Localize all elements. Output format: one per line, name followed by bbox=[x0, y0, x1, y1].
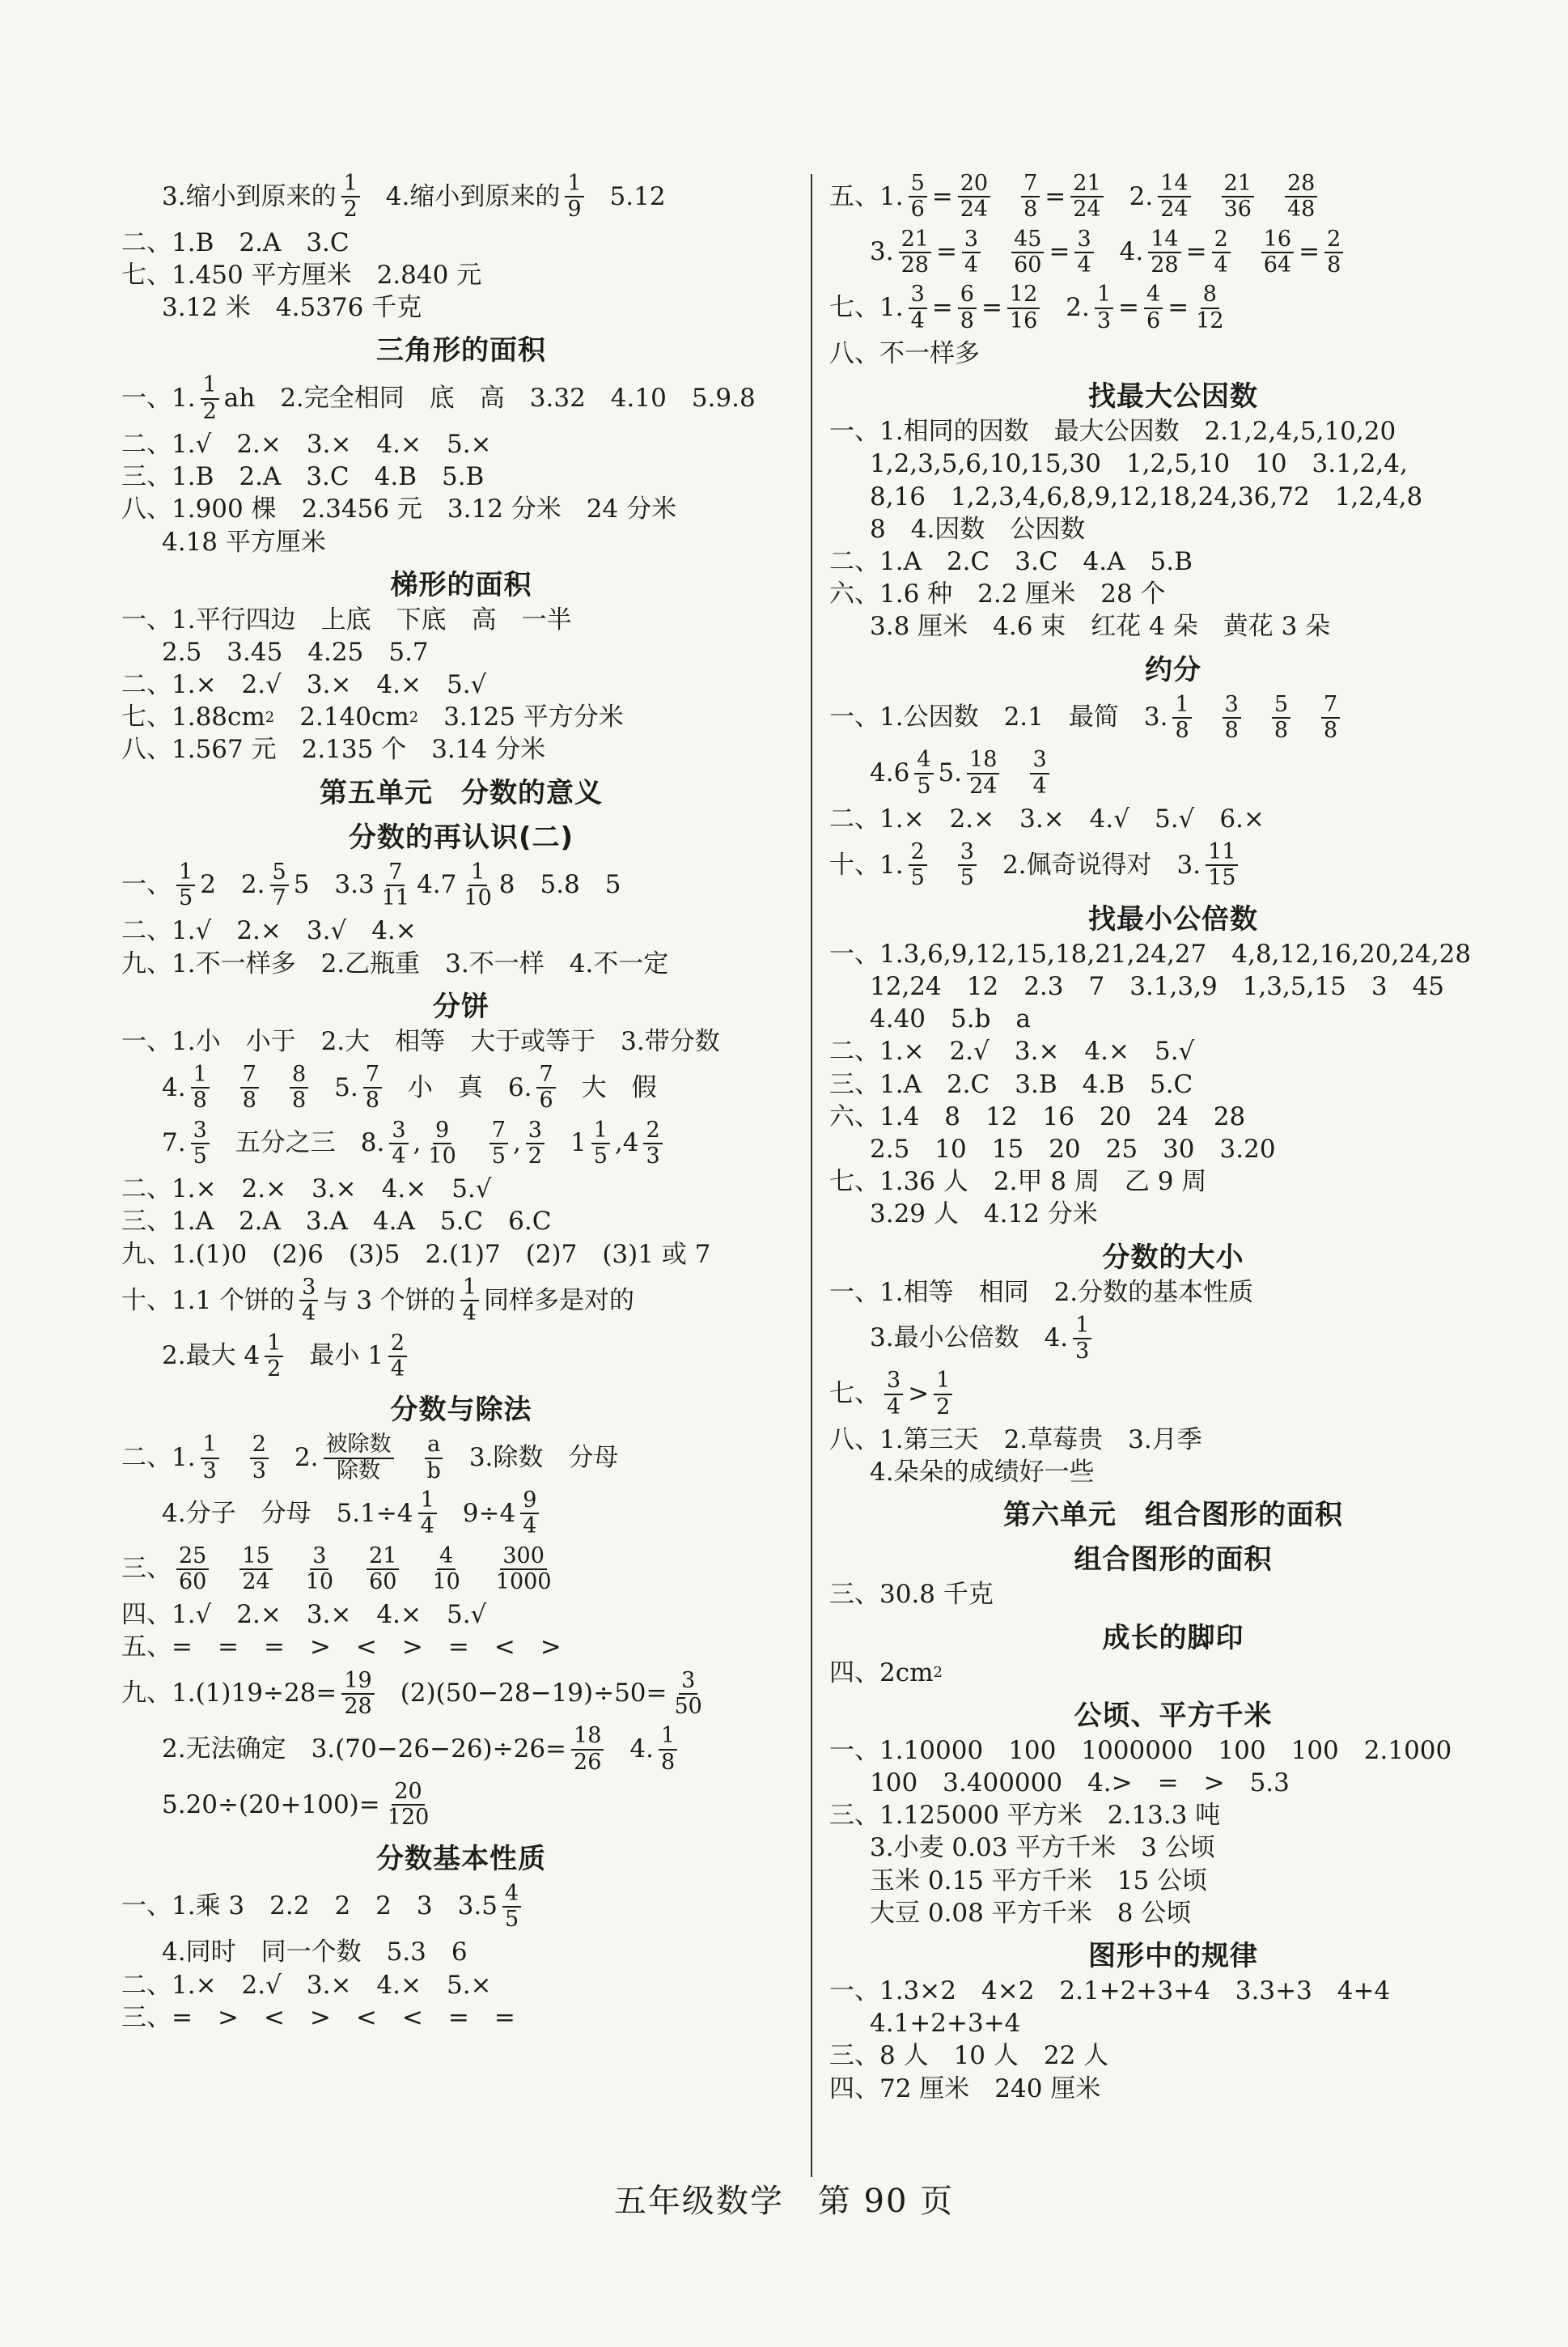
answer-line: 一、1.3,6,9,12,15,18,21,24,27 4,8,12,16,20,24,28 bbox=[829, 939, 1472, 969]
fraction: $\frac{21}{60}$ bbox=[367, 1545, 399, 1594]
fraction: $\frac{7}{8}$ bbox=[240, 1063, 259, 1113]
section-title: 约分 bbox=[1145, 653, 1201, 686]
answer-line: 一、1.3×2 4×2 2.1+2+3+4 3.3+3 4+4 bbox=[829, 1976, 1391, 2005]
answer-line: 一、1.平行四边 上底 下底 高 一半 bbox=[121, 605, 572, 634]
answer-line: 二、1.B 2.A 3.C bbox=[121, 227, 350, 257]
answer-line: 六、1.4 8 12 16 20 24 28 bbox=[829, 1101, 1246, 1131]
text: 4.缩小到原来的 bbox=[385, 181, 561, 211]
answer-line: 三、8 人 10 人 22 人 bbox=[829, 2041, 1109, 2071]
answer-line: 三、1.B 2.A 3.C 4.B 5.B bbox=[121, 462, 485, 492]
fraction: $\frac{2}{4}$ bbox=[388, 1332, 407, 1381]
answer-line: 2.5 10 15 20 25 30 3.20 bbox=[870, 1134, 1276, 1164]
column-divider bbox=[811, 174, 812, 2177]
fraction: $\frac{25}{60}$ bbox=[176, 1545, 209, 1594]
fraction: $\frac{7}{5}$ bbox=[489, 1119, 508, 1169]
fraction: $\frac{1}{4}$ bbox=[418, 1489, 437, 1538]
fraction: $\frac{1}{2}$ bbox=[201, 374, 219, 423]
answer-line: 二、1.× 2.× 3.× 4.× 5.√ bbox=[121, 1174, 492, 1204]
answer-line: 三、1.125000 平方米 2.13.3 吨 bbox=[829, 1801, 1221, 1831]
answer-line: 3. $\frac{21}{28}$ = $\frac{3}{4}$ $\frac{45}{60}$ = $\frac{3}{4}$ 4. $\frac{14}{28}$ = $\frac{2}{4}$ $\frac{16}{64}$ = $\frac{2}{8}$ bbox=[829, 228, 1517, 278]
fraction: $\frac{300}{1000}$ bbox=[495, 1543, 552, 1594]
fraction: $\frac{3}{4}$ bbox=[389, 1119, 408, 1169]
right-column bbox=[829, 166, 1517, 2107]
answer-line: 一、1. $\frac{1}{2}$ ah 2.完全相同 底 高 3.32 4.10 5.9.8 bbox=[121, 372, 756, 424]
answer-line: 一、1.相等 相同 2.分数的基本性质 bbox=[829, 1277, 1254, 1307]
answer-line: 五、= = = > < > = < > bbox=[121, 1632, 562, 1662]
fraction: $\frac{3}{4}$ bbox=[884, 1369, 903, 1419]
fraction: $\frac{2}{5}$ bbox=[909, 841, 927, 890]
fraction: $\frac{1}{5}$ bbox=[176, 861, 195, 910]
unit-title: 第六单元 组合图形的面积 bbox=[1003, 1499, 1343, 1532]
fraction: $\frac{7}{6}$ bbox=[536, 1063, 555, 1113]
answer-line: 7. $\frac{3}{5}$ 五分之三 8. $\frac{3}{4}$ , $\frac{9}{10}$ $\frac{7}{5}$ , $\frac{3}{2}$ 1 $\frac{1}{5}$ ,4 $\frac{2}{3}$ bbox=[121, 1119, 801, 1169]
fraction: $\frac{14}{24}$ bbox=[1158, 172, 1190, 222]
fraction: $\frac{5}{6}$ bbox=[909, 172, 927, 222]
answer-line: 二、1.√ 2.× 3.√ 4.× bbox=[121, 916, 417, 946]
answer-line: 8,16 1,2,3,4,6,8,9,12,18,24,36,72 1,2,4,8 bbox=[870, 482, 1423, 511]
fraction: $\frac{3}{8}$ bbox=[1223, 694, 1241, 743]
fraction: $\frac{1}{3}$ bbox=[1073, 1314, 1091, 1364]
fraction: $\frac{4}{5}$ bbox=[502, 1882, 521, 1932]
section-title: 找最小公倍数 bbox=[1088, 902, 1258, 936]
fraction: $\frac{a}{b}$ bbox=[425, 1433, 443, 1483]
fraction: $\frac{7}{8}$ bbox=[1321, 694, 1340, 743]
fraction: $\frac{1}{3}$ bbox=[1095, 283, 1113, 333]
fraction: $\frac{1}{2}$ bbox=[265, 1332, 283, 1381]
answer-line: 4.同时 同一个数 5.3 6 bbox=[162, 1937, 468, 1967]
answer-line: 4. $\frac{1}{8}$ $\frac{7}{8}$ $\frac{8}{8}$ 5. $\frac{7}{8}$ 小 真 6. $\frac{7}{6}$ 大 假 bbox=[162, 1061, 657, 1114]
fraction: $\frac{11}{15}$ bbox=[1206, 841, 1238, 890]
answer-line: 八、不一样多 bbox=[829, 339, 980, 369]
answer-line: 12,24 12 2.3 7 3.1,3,9 1,3,5,15 3 45 bbox=[870, 972, 1445, 1001]
fraction: $\frac{3}{4}$ bbox=[1030, 749, 1049, 798]
answer-line: 九、1.不一样多 2.乙瓶重 3.不一样 4.不一定 bbox=[121, 949, 669, 978]
answer-line: 玉米 0.15 平方千米 15 公顷 bbox=[870, 1865, 1208, 1895]
fraction: $\frac{3}{50}$ bbox=[674, 1667, 702, 1719]
answer-line: 六、1.6 种 2.2 厘米 28 个 bbox=[829, 579, 1166, 609]
section-title: 公顷、平方千米 bbox=[1074, 1699, 1273, 1732]
answer-line: 4.1+2+3+4 bbox=[870, 2009, 1021, 2039]
fraction: $\frac{9}{4}$ bbox=[520, 1489, 539, 1538]
fraction: $\frac{7}{8}$ bbox=[1021, 172, 1040, 222]
fraction: $\frac{5}{7}$ bbox=[270, 861, 289, 910]
section-title: 分饼 bbox=[433, 990, 489, 1023]
section-title: 图形中的规律 bbox=[1088, 1939, 1258, 1972]
answer-line: 二、1.× 2.√ 3.× 4.× 5.√ bbox=[121, 670, 487, 700]
fraction: $\frac{3}{10}$ bbox=[305, 1543, 334, 1594]
fraction: $\frac{3}{4}$ bbox=[299, 1276, 318, 1326]
answer-line: 3.最小公倍数 4. $\frac{1}{3}$ bbox=[829, 1314, 1517, 1364]
answer-line: 四、2cm 2 bbox=[829, 1657, 943, 1687]
left-column bbox=[121, 166, 801, 2035]
fraction: $\frac{21}{36}$ bbox=[1222, 172, 1254, 222]
fraction: $\frac{21}{28}$ bbox=[899, 228, 931, 278]
fraction: $\frac{8}{12}$ bbox=[1196, 282, 1224, 333]
fraction: $\frac{1}{8}$ bbox=[1172, 694, 1191, 743]
answer-line: 一、1.相同的因数 最大公因数 2.1,2,4,5,10,20 bbox=[829, 417, 1396, 447]
section-title: 成长的脚印 bbox=[1102, 1621, 1244, 1654]
fraction: $\frac{20}{120}$ bbox=[387, 1779, 430, 1831]
fraction: $\frac{1}{8}$ bbox=[191, 1063, 210, 1113]
fraction: $\frac{15}{24}$ bbox=[239, 1545, 272, 1594]
answer-line: 二、1.× 2.√ 3.× 4.× 5.√ bbox=[829, 1037, 1195, 1067]
answer-line: 三、30.8 千克 bbox=[829, 1580, 994, 1610]
answer-line: 1,2,3,5,6,10,15,30 1,2,5,10 10 3.1,2,4, bbox=[870, 449, 1408, 479]
fraction: $\frac{6}{8}$ bbox=[958, 283, 977, 333]
answer-line: 二、1.× 2.√ 3.× 4.× 5.× bbox=[121, 1970, 492, 2000]
answer-line: 2.无法确定 3.(70−26−26)÷26= $\frac{18}{26}$ 4. $\frac{1}{8}$ bbox=[121, 1725, 801, 1774]
fraction: $\frac{1}{4}$ bbox=[460, 1276, 479, 1326]
answer-line: 2.5 3.45 4.25 5.7 bbox=[162, 637, 429, 667]
fraction: $\frac{20}{24}$ bbox=[958, 172, 990, 222]
fraction: $\frac{4}{6}$ bbox=[1144, 283, 1163, 333]
fraction: $\frac{3}{4}$ bbox=[1074, 228, 1093, 278]
section-title: 分数的大小 bbox=[1102, 1241, 1244, 1274]
fraction: $\frac{12}{16}$ bbox=[1007, 283, 1040, 333]
answer-line: 二、1.× 2.× 3.× 4.√ 5.√ 6.× bbox=[829, 804, 1265, 834]
answer-line: 二、1.√ 2.× 3.× 4.× 5.× bbox=[121, 429, 492, 459]
fraction: $\frac{1}{3}$ bbox=[201, 1433, 219, 1483]
answer-line: 3.12 米 4.5376 千克 bbox=[162, 293, 422, 323]
answer-line: 一、 $\frac{1}{5}$ 2 2. $\frac{5}{7}$ 5 3.3 $\frac{7}{11}$ 4.7 $\frac{1}{10}$ 8 5.8 5 bbox=[121, 859, 621, 910]
fraction: $\frac{1}{2}$ bbox=[934, 1369, 952, 1419]
answer-line: 大豆 0.08 平方千米 8 公顷 bbox=[870, 1898, 1192, 1928]
answer-line: 七、1.88cm 2 2.140cm 2 3.125 平方分米 bbox=[121, 702, 624, 732]
answer-line: 100 3.400000 4.> = > 5.3 bbox=[870, 1768, 1290, 1797]
text: 3.缩小到原来的 bbox=[162, 181, 337, 211]
fraction: $\frac{21}{24}$ bbox=[1070, 172, 1103, 222]
answer-line: 4.分子 分母 5.1÷4 $\frac{1}{4}$ 9÷4 $\frac{9}{4}$ bbox=[121, 1489, 801, 1538]
fraction: $\frac{28}{48}$ bbox=[1285, 172, 1317, 222]
unit-title: 第五单元 分数的意义 bbox=[320, 776, 603, 809]
answer-line: 二、1. $\frac{1}{3}$ $\frac{2}{3}$ 2. $\frac{\text{被除数}}{\text{除数}}$ $\frac{a}{b}$ 3.除数 分母 bbox=[121, 1432, 619, 1483]
answer-line: 四、72 厘米 240 厘米 bbox=[829, 2073, 1101, 2103]
fraction: $\frac{18}{26}$ bbox=[571, 1725, 604, 1774]
fraction: $\frac{\text{被除数}}{\text{除数}}$ bbox=[324, 1433, 394, 1483]
answer-line: 4.朵朵的成绩好一些 bbox=[870, 1458, 1095, 1488]
answer-line: 2.最大 4 $\frac{1}{2}$ 最小 1 $\frac{2}{4}$ bbox=[121, 1332, 801, 1381]
fraction: $\frac{19}{28}$ bbox=[341, 1670, 374, 1719]
answer-line: 4.6 $\frac{4}{5}$ 5. $\frac{18}{24}$ $\frac{3}{4}$ bbox=[829, 749, 1517, 798]
fraction: $\frac{3}{5}$ bbox=[191, 1119, 210, 1169]
fraction: $\frac{2}{3}$ bbox=[250, 1433, 269, 1483]
fraction: $\frac{18}{24}$ bbox=[967, 749, 999, 798]
answer-line: 三、1.A 2.C 3.B 4.B 5.C bbox=[829, 1069, 1193, 1099]
answer-line: 九、1.(1)19÷28= $\frac{19}{28}$ (2)(50−28−19)÷50= $\frac{3}{50}$ bbox=[121, 1670, 801, 1719]
answer-line: 九、1.(1)0 (2)6 (3)5 2.(1)7 (2)7 (3)1 或 7 bbox=[121, 1239, 711, 1269]
answer-line: 八、1.567 元 2.135 个 3.14 分米 bbox=[121, 735, 546, 765]
fraction: $\frac{2}{4}$ bbox=[1212, 228, 1231, 278]
answer-line bbox=[121, 172, 801, 222]
answer-line: 4.18 平方厘米 bbox=[162, 527, 326, 557]
section-title: 梯形的面积 bbox=[390, 568, 532, 601]
fraction: $\frac{2}{8}$ bbox=[1324, 228, 1343, 278]
answer-line: 八、1.第三天 2.草莓贵 3.月季 bbox=[829, 1425, 1202, 1455]
answer-line: 十、1. $\frac{2}{5}$ $\frac{3}{5}$ 2.佩奇说得对 3. $\frac{11}{15}$ bbox=[829, 841, 1517, 890]
answer-line: 十、1.1 个饼的 $\frac{3}{4}$ 与 3 个饼的 $\frac{1}{4}$ 同样多是对的 bbox=[121, 1274, 634, 1326]
answer-line: 一、1.小 小于 2.大 相等 大于或等于 3.带分数 bbox=[121, 1026, 720, 1056]
fraction: $\frac{1}{9}$ bbox=[565, 172, 583, 222]
fraction: $\frac{5}{8}$ bbox=[1272, 694, 1290, 743]
answer-line: 四、1.√ 2.× 3.× 4.× 5.√ bbox=[121, 1600, 487, 1630]
answer-line: 八、1.900 棵 2.3456 元 3.12 分米 24 分米 bbox=[121, 494, 677, 524]
section-title: 分数基本性质 bbox=[376, 1842, 546, 1875]
fraction: $\frac{9}{10}$ bbox=[428, 1117, 456, 1169]
answer-line: 七、1.36 人 2.甲 8 周 乙 9 周 bbox=[829, 1167, 1207, 1197]
fraction: $\frac{1}{5}$ bbox=[591, 1119, 610, 1169]
fraction: $\frac{7}{8}$ bbox=[363, 1063, 382, 1113]
answer-line: 8 4.因数 公因数 bbox=[870, 514, 1086, 544]
text: 5.12 bbox=[609, 181, 666, 211]
answer-line: 一、1.乘 3 2.2 2 2 3 3.5 $\frac{4}{5}$ bbox=[121, 1882, 801, 1932]
section-title: 组合图形的面积 bbox=[1074, 1543, 1273, 1577]
answer-line: 五、1. $\frac{5}{6}$ = $\frac{20}{24}$ $\frac{7}{8}$ = $\frac{21}{24}$ 2. $\frac{14}{24}$ $\frac{21}{36}$ $\frac{28}{48}$ bbox=[829, 172, 1517, 222]
answer-line: 4.40 5.b a bbox=[870, 1004, 1031, 1034]
answer-line: 七、1. $\frac{3}{4}$ = $\frac{6}{8}$ = $\frac{12}{16}$ 2. $\frac{1}{3}$ = $\frac{4}{6}$ = $\frac{8}{12}$ bbox=[829, 283, 1517, 333]
answer-line: 二、1.A 2.C 3.C 4.A 5.B bbox=[829, 547, 1193, 576]
answer-line: 一、1.公因数 2.1 最简 3. $\frac{1}{8}$ $\frac{3}{8}$ $\frac{5}{8}$ $\frac{7}{8}$ bbox=[829, 694, 1517, 743]
fraction: $\frac{8}{8}$ bbox=[290, 1063, 308, 1113]
fraction: $\frac{1}{10}$ bbox=[464, 859, 492, 910]
answer-line: 3.8 厘米 4.6 束 红花 4 朵 黄花 3 朵 bbox=[870, 612, 1331, 642]
fraction: $\frac{2}{3}$ bbox=[643, 1119, 662, 1169]
fraction: $\frac{16}{64}$ bbox=[1261, 228, 1294, 278]
fraction: $\frac{45}{60}$ bbox=[1011, 228, 1044, 278]
fraction: $\frac{3}{2}$ bbox=[526, 1119, 545, 1169]
fraction: $\frac{1}{8}$ bbox=[659, 1725, 677, 1774]
fraction: $\frac{3}{5}$ bbox=[958, 841, 977, 890]
fraction: $\frac{7}{11}$ bbox=[381, 859, 410, 910]
fraction: $\frac{14}{28}$ bbox=[1148, 228, 1180, 278]
fraction: $\frac{4}{10}$ bbox=[432, 1543, 460, 1594]
page-footer: 五年级数学 第 90 页 bbox=[613, 2183, 955, 2220]
fraction: $\frac{4}{5}$ bbox=[914, 749, 933, 798]
section-title: 分数的再认识(二) bbox=[348, 821, 574, 854]
answer-line: 三、= > < > < < = = bbox=[121, 2002, 515, 2032]
answer-line: 七、1.450 平方厘米 2.840 元 bbox=[121, 260, 482, 290]
section-title: 找最大公因数 bbox=[1088, 380, 1258, 414]
answer-line: 三、 $\frac{25}{60}$ $\frac{15}{24}$ $\frac{3}{10}$ $\frac{21}{60}$ $\frac{4}{10}$ $\frac{300}{1000}$ bbox=[121, 1545, 801, 1594]
fraction: $\frac{1}{2}$ bbox=[341, 172, 360, 222]
section-title: 分数与除法 bbox=[390, 1394, 532, 1427]
fraction: $\frac{3}{4}$ bbox=[962, 228, 981, 278]
answer-line: 七、 $\frac{3}{4}$ > $\frac{1}{2}$ bbox=[829, 1369, 1517, 1419]
fraction: $\frac{3}{4}$ bbox=[909, 283, 927, 333]
answer-line: 3.29 人 4.12 分米 bbox=[870, 1199, 1098, 1229]
answer-line: 一、1.10000 100 1000000 100 100 2.1000 bbox=[829, 1735, 1452, 1765]
section-title: 三角形的面积 bbox=[376, 334, 546, 367]
answer-line: 三、1.A 2.A 3.A 4.A 5.C 6.C bbox=[121, 1207, 552, 1237]
answer-line: 5.20÷(20+100)= $\frac{20}{120}$ bbox=[121, 1780, 801, 1830]
answer-line: 3.小麦 0.03 平方千米 3 公顷 bbox=[870, 1833, 1215, 1863]
